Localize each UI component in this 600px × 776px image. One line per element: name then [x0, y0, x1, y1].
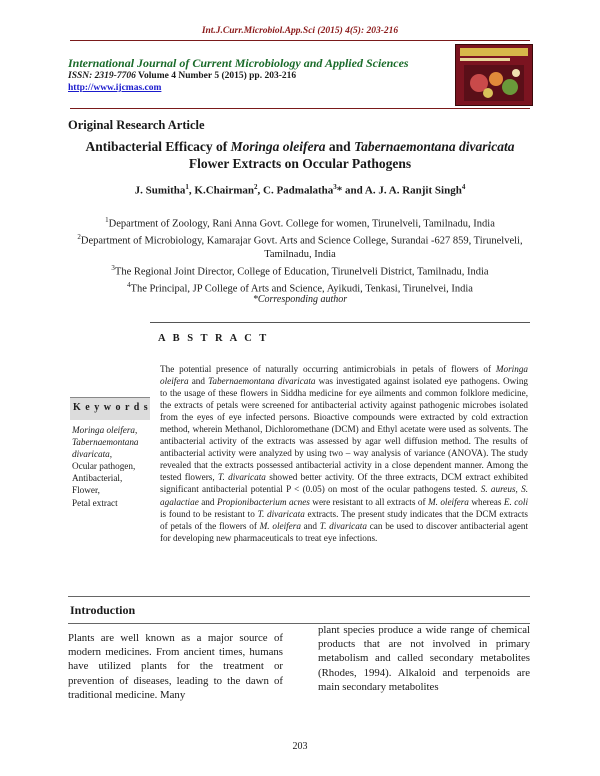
keyword-item: Ocular pathogen,	[72, 461, 136, 472]
keywords-heading: K e y w o r d s	[73, 402, 149, 413]
title-line-2: Flower Extracts on Occular Pathogens	[188, 156, 412, 171]
affiliation-4: $^4$The Principal, JP College of Arts and Science, Ayikudi, Tenkasi, Tirunelvei, India	[127, 280, 473, 294]
author-1-sup: 1	[185, 183, 189, 191]
affiliation-2: $^2$Department of Microbiology, Kamarajar Govt. Arts and Science College, Surandai -627 859, Tirunelveli, Tamilnadu, India	[77, 233, 523, 260]
author-2: , K.Chairman	[188, 184, 255, 197]
page-number: 203	[292, 741, 308, 752]
journal-cover-image	[455, 44, 533, 106]
keyword-item: Petal extract	[72, 497, 118, 508]
article-title	[60, 138, 540, 172]
volume-info: Volume 4 Number 5 (2015) pp. 203-216	[138, 71, 297, 81]
introduction-heading-box	[68, 596, 530, 624]
journal-name: International Journal of Current Microbiology and Applied Sciences	[68, 56, 409, 70]
keyword-item: Flower,	[72, 485, 100, 496]
title-species-2: Tabernaemontana divaricata	[354, 139, 515, 154]
keyword-item: Tabernaemontana	[72, 437, 139, 448]
introduction-right-column: plant species produce a wide range of chemical products that are not involved in primary metabolism and called secondary metabolites (Rhodes, 1994). Alkaloid and terpenoids are main secondary metabolites	[318, 624, 530, 693]
journal-citation: Int.J.Curr.Microbiol.App.Sci (2015) 4(5): 203-216	[201, 26, 399, 36]
author-4-sup: 4	[461, 183, 466, 191]
affiliations	[60, 214, 540, 296]
journal-url-link[interactable]: http://www.ijcmas.com	[68, 83, 162, 93]
keywords-list	[72, 424, 152, 509]
title-text-2: and	[325, 139, 355, 154]
author-list	[0, 183, 600, 197]
abstract-body: The potential presence of naturally occurring antimicrobials in petals of flowers of Moringa oleifera and Tabernaemontana divaricata was investigated against isolated eye pathogens. Owing to the usage of these flowers in Siddha medicine for eye ailments and common folklore medicine, the extracts of petals were screened for antibacterial activity against pathogenic microbes isolated from the eyes of eye infected persons. Bioactive compounds were extracted by cold extraction method, wherein Methanol, Dichloromethane (DCM) and Ethyl acetate were used as solvents. The antibacterial activity of the extracts was assessed by agar well diffusion method. The results of antibacterial activity were analyzed by using two – way analysis of variance (ANOVA). The study revealed that the extracts possessed antibacterial activity in a close dependent manner. Among the tested flowers, T. divaricata showed better activity. Of the three extracts, DCM extract exhibited significant antibacterial potential P < (0.05) on most of the ocular pathogens tested. S. aureus, S. agalactiae and Propionibacterium acnes were resistant to all extracts of M. oleifera whereas E. coli is found to be resistant to T. divaricata extracts. The present study indicates that the DCM extracts of petals of the flowers of M. oleifera and T. divaricata can be used to discover antibacterial agent for developing new pharmaceuticals to treat eye infections.	[160, 364, 529, 543]
author-4: * and A. J. A. Ranjit Singh	[336, 184, 462, 197]
introduction-heading: Introduction	[70, 603, 136, 617]
header-bottom-divider	[70, 108, 530, 109]
author-3: , C. Padmalatha	[257, 184, 334, 197]
header-divider	[70, 40, 530, 41]
cover-subtitle-band	[460, 58, 510, 61]
corresponding-author-note: *Corresponding author	[252, 294, 348, 305]
introduction-left-column: Plants are well known as a major source of modern medicines. From ancient times, humans have utilized plants for the treatment or prevention of diseases, leading to the dawn of traditional medicine. Many	[68, 632, 283, 701]
issn-label: ISSN: 2319-7706	[68, 71, 136, 81]
abstract-heading: A B S T R A C T	[158, 333, 269, 344]
cover-microbe-illustration	[464, 65, 524, 101]
author-2-sup: 2	[254, 183, 258, 191]
article-type: Original Research Article	[68, 118, 205, 132]
title-species-1: Moringa oleifera	[230, 139, 326, 154]
keyword-item: Antibacterial,	[72, 473, 123, 484]
issn-line	[68, 71, 296, 81]
title-text-1: Antibacterial Efficacy of	[85, 139, 231, 154]
affiliation-1: $^1$Department of Zoology, Rani Anna Govt. College for women, Tirunelveli, Tamilnadu, India	[105, 216, 495, 230]
author-3-sup: 3	[333, 183, 337, 191]
author-1: J. Sumitha	[134, 184, 186, 197]
cover-title-band	[460, 48, 528, 56]
keyword-item: divaricata,	[72, 449, 113, 460]
abstract-divider	[150, 322, 530, 323]
affiliation-3: $^3$The Regional Joint Director, College of Education, Tirunelveli District, Tamilnadu, India	[111, 263, 489, 277]
keyword-item: Moringa oleifera,	[72, 425, 138, 435]
